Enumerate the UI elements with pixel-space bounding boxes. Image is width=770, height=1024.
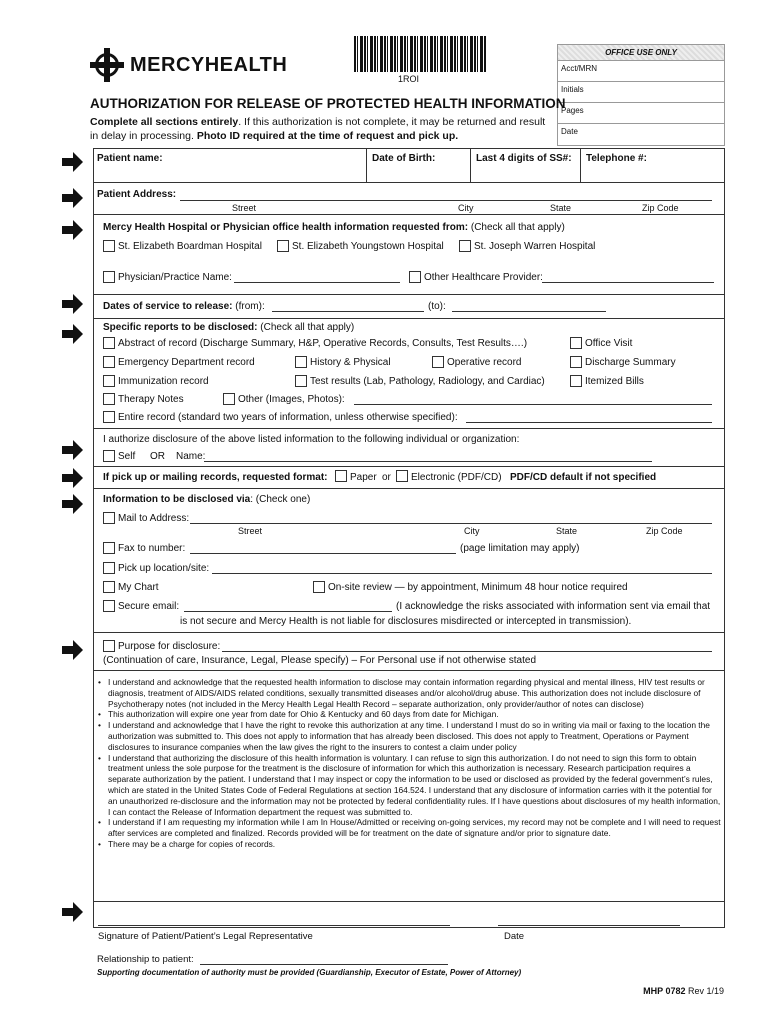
signature-field[interactable] [98, 925, 450, 926]
dates-label: Dates of service to release: (from): [103, 301, 265, 312]
checkbox-emergency[interactable] [103, 356, 115, 368]
checkbox-st-elizabeth-youngstown[interactable] [277, 240, 289, 252]
other-images-field[interactable] [354, 404, 712, 405]
pickup-field[interactable] [212, 573, 712, 574]
note-item: • I understand and acknowledge that I have the right to revoke this authorization at any time. I understand I must do so in writing via mail or faxing to the location the authorization was submitted to. This does not apply to information that has already been disclosed. This does not apply to Treatment, Operations or Payment disclosures to insurance companies when the law gives the right to the insurers to contest a claim under policy [98, 720, 722, 752]
checkbox-paper[interactable] [335, 470, 347, 482]
supporting-docs-note: Supporting documentation of authority must be provided (Guardianship, Executor of Estate, Power of Attorney) [97, 968, 522, 977]
test-results-label: Test results (Lab, Pathology, Radiology, and Cardiac) [310, 376, 545, 387]
date-to-label: (to): [428, 301, 446, 312]
office-field-date: Date [561, 127, 578, 136]
note-item: • I understand and acknowledge that the requested health information to disclose may contain information regarding physical and mental illness, HIV test results or diagnosis, treatment of AIDS/AIDS related conditions, sexually transmitted diseases and/or alcohol/drug abuse. This authorization does not include disclosure of Psychotherapy notes (not included in the Mercy Health Legal Health Record – separate authorization, only provider/author of notes can disclose) [98, 677, 722, 709]
address-label: Patient Address: [97, 189, 177, 200]
checkbox-mail[interactable] [103, 512, 115, 524]
barcode-label: 1ROI [398, 74, 420, 84]
onsite-label: On-site review — by appointment, Minimum 48 hour notice required [328, 582, 628, 593]
arrow-right-icon [60, 150, 84, 174]
checkbox-other-images[interactable] [223, 393, 235, 405]
itemized-label: Itemized Bills [585, 376, 644, 387]
office-use-title: OFFICE USE ONLY [558, 45, 724, 61]
purpose-section [94, 633, 724, 671]
note-item: • I understand that authorizing the disclosure of this health information is voluntary. I can refuse to sign this authorization. I do not need to sign this form to obtain treatment unless the sole purpose for the treatment is the disclosure of information for which this authorization is necessary. Research participation requires a separate authorization by the patient. I understand that I may inspect or copy the information to be used or disclosed as provided by the federal government’s rules, which are stated in the United States Code of Federal Regulations at section 164.524. I understand that any disclosure of information carries with it the potential for an unauthorized re-disclosure and the information may not be protected by federal confidentiality rules. If I have questions about disclosures of my health information, I can contact the Release of Information department the request was submitted to. [98, 753, 722, 818]
form-code: MHP 0782 Rev 1/19 [643, 986, 724, 996]
mercy-health-logo [90, 48, 287, 82]
or-label: OR [150, 451, 165, 462]
pickup-label: Pick up location/site: [118, 563, 210, 574]
address-row [94, 183, 724, 215]
signature-label: Signature of Patient/Patient’s Legal Representative [98, 931, 313, 942]
emergency-label: Emergency Department record [118, 357, 255, 368]
checkbox-onsite[interactable] [313, 581, 325, 593]
note-item: • I understand if I am requesting my information while I am In House/Admitted or receiving on-going services, my record may not be complete and I will need to request after services are completed and finalized. Records provided will be for treatment on the date of signature and/or prior to signature date. [98, 817, 722, 839]
dates-row [94, 295, 724, 319]
checkbox-physician[interactable] [103, 271, 115, 283]
office-field-initials: Initials [558, 82, 724, 103]
logo-mark-icon [90, 48, 124, 82]
arrow-right-icon [60, 292, 84, 316]
office-visit-label: Office Visit [585, 338, 633, 349]
purpose-field[interactable] [222, 651, 712, 652]
office-field-pages: Pages [558, 103, 724, 124]
relationship-label: Relationship to patient: [97, 954, 194, 965]
note-item: • This authorization will expire one year from date for Ohio & Kentucky and 60 days from date for Michigan. [98, 709, 722, 720]
checkbox-self[interactable] [103, 450, 115, 462]
state-caption: State [550, 203, 572, 213]
note-item: • There may be a charge for copies of records. [98, 839, 722, 850]
checkbox-st-elizabeth-boardman[interactable] [103, 240, 115, 252]
checkbox-office-visit[interactable] [570, 337, 582, 349]
history-label: History & Physical [310, 357, 391, 368]
authorize-section [94, 429, 724, 467]
signature-date-field[interactable] [498, 925, 680, 926]
arrow-right-icon [60, 218, 84, 242]
ssn-label: Last 4 digits of SS#: [476, 153, 572, 164]
relationship-field[interactable] [200, 964, 448, 965]
fax-field[interactable] [190, 553, 456, 554]
physician-field[interactable] [234, 282, 400, 283]
option-st-joseph-warren: St. Joseph Warren Hospital [474, 241, 596, 252]
email-label: Secure email: [118, 601, 180, 612]
checkbox-abstract[interactable] [103, 337, 115, 349]
checkbox-pickup[interactable] [103, 562, 115, 574]
arrow-right-icon [60, 900, 84, 924]
authorize-name-label: Name: [176, 451, 206, 462]
mail-state-caption: State [556, 526, 578, 536]
checkbox-email[interactable] [103, 600, 115, 612]
checkbox-entire-record[interactable] [103, 411, 115, 423]
signature-date-label: Date [504, 931, 525, 942]
paper-label: Paper [350, 472, 377, 483]
format-or-label: or [382, 472, 391, 483]
checkbox-electronic[interactable] [396, 470, 408, 482]
immunization-label: Immunization record [118, 376, 209, 387]
checkbox-st-joseph-warren[interactable] [459, 240, 471, 252]
electronic-label: Electronic (PDF/CD) [411, 472, 502, 483]
requested-from-section [94, 215, 724, 295]
therapy-label: Therapy Notes [118, 394, 184, 405]
mychart-label: My Chart [118, 582, 159, 593]
office-field-acct: Acct/MRN [558, 61, 724, 82]
checkbox-history[interactable] [295, 356, 307, 368]
dob-label: Date of Birth: [372, 153, 436, 164]
city-caption: City [458, 203, 474, 213]
phone-label: Telephone #: [586, 153, 647, 164]
form-title: AUTHORIZATION FOR RELEASE OF PROTECTED HEALTH INFORMATION [90, 96, 566, 111]
acknowledgement-notes [98, 677, 722, 850]
format-row [94, 467, 724, 489]
checkbox-test-results[interactable] [295, 375, 307, 387]
patient-row [94, 149, 724, 183]
mail-zip-caption: Zip Code [646, 526, 683, 536]
mail-street-caption: Street [238, 526, 263, 536]
format-default-note: PDF/CD default if not specified [510, 472, 657, 483]
email-note-2: is not secure and Mercy Health is not liable for disclosures misdirected or intercepted in transmission). [180, 616, 632, 627]
arrow-right-icon [60, 492, 84, 516]
other-images-label: Other (Images, Photos): [238, 394, 345, 405]
purpose-note: (Continuation of care, Insurance, Legal, Please specify) – For Personal use if not otherwise stated [103, 655, 537, 666]
email-note: (I acknowledge the risks associated with information sent via email that [396, 601, 711, 612]
patient-name-label: Patient name: [97, 153, 163, 164]
physician-label: Physician/Practice Name: [118, 272, 232, 283]
authorize-name-field[interactable] [204, 461, 652, 462]
date-from-field[interactable] [272, 311, 424, 312]
checkbox-fax[interactable] [103, 542, 115, 554]
other-provider-field[interactable] [542, 282, 714, 283]
mail-label: Mail to Address: [118, 513, 190, 524]
barcode [354, 36, 486, 72]
reports-section [94, 319, 724, 429]
checkbox-discharge[interactable] [570, 356, 582, 368]
arrow-right-icon [60, 186, 84, 210]
format-label: If pick up or mailing records, requested format: [103, 472, 328, 483]
discharge-label: Discharge Summary [585, 357, 676, 368]
authorize-text: I authorize disclosure of the above listed information to the following individual or organization: [103, 434, 520, 445]
fax-note: (page limitation may apply) [460, 543, 580, 554]
zip-caption: Zip Code [642, 203, 679, 213]
date-to-field[interactable] [452, 311, 606, 312]
disclosed-via-section [94, 489, 724, 633]
purpose-label: Purpose for disclosure: [118, 641, 221, 652]
checkbox-mychart[interactable] [103, 581, 115, 593]
mail-city-caption: City [464, 526, 480, 536]
intro-text: Complete all sections entirely. If this authorization is not complete, it may be returned and result in delay in processing. Photo ID required at the time of request and pick up. [90, 116, 546, 142]
arrow-right-icon [60, 638, 84, 662]
requested-from-label: Mercy Health Hospital or Physician office health information requested from: (Check all that apply) [103, 222, 565, 233]
address-field[interactable] [180, 200, 712, 201]
street-caption: Street [232, 203, 257, 213]
checkbox-other-provider[interactable] [409, 271, 421, 283]
reports-label: Specific reports to be disclosed: (Check all that apply) [103, 322, 355, 333]
office-use-box [557, 44, 725, 146]
entire-record-label: Entire record (standard two years of information, unless otherwise specified): [118, 412, 458, 423]
checkbox-immunization[interactable] [103, 375, 115, 387]
arrow-right-icon [60, 322, 84, 346]
option-st-elizabeth-youngstown: St. Elizabeth Youngstown Hospital [292, 241, 444, 252]
checkbox-therapy[interactable] [103, 393, 115, 405]
checkbox-operative[interactable] [432, 356, 444, 368]
other-provider-label: Other Healthcare Provider: [424, 272, 543, 283]
checkbox-purpose[interactable] [103, 640, 115, 652]
logo-text: MERCYHEALTH [130, 53, 288, 76]
entire-record-field[interactable] [466, 422, 712, 423]
fax-label: Fax to number: [118, 543, 186, 554]
operative-label: Operative record [447, 357, 522, 368]
disclosed-via-label: Information to be disclosed via: (Check one) [103, 494, 311, 505]
arrow-right-icon [60, 438, 84, 462]
self-label: Self [118, 451, 136, 462]
email-field[interactable] [184, 611, 392, 612]
signature-divider [94, 901, 724, 902]
abstract-label: Abstract of record (Discharge Summary, H&P, Operative Records, Consults, Test Results….) [118, 338, 528, 349]
authorization-form [93, 148, 725, 942]
arrow-right-icon [60, 466, 84, 490]
checkbox-itemized[interactable] [570, 375, 582, 387]
option-st-elizabeth-boardman: St. Elizabeth Boardman Hospital [118, 241, 262, 252]
mail-address-field[interactable] [190, 523, 712, 524]
